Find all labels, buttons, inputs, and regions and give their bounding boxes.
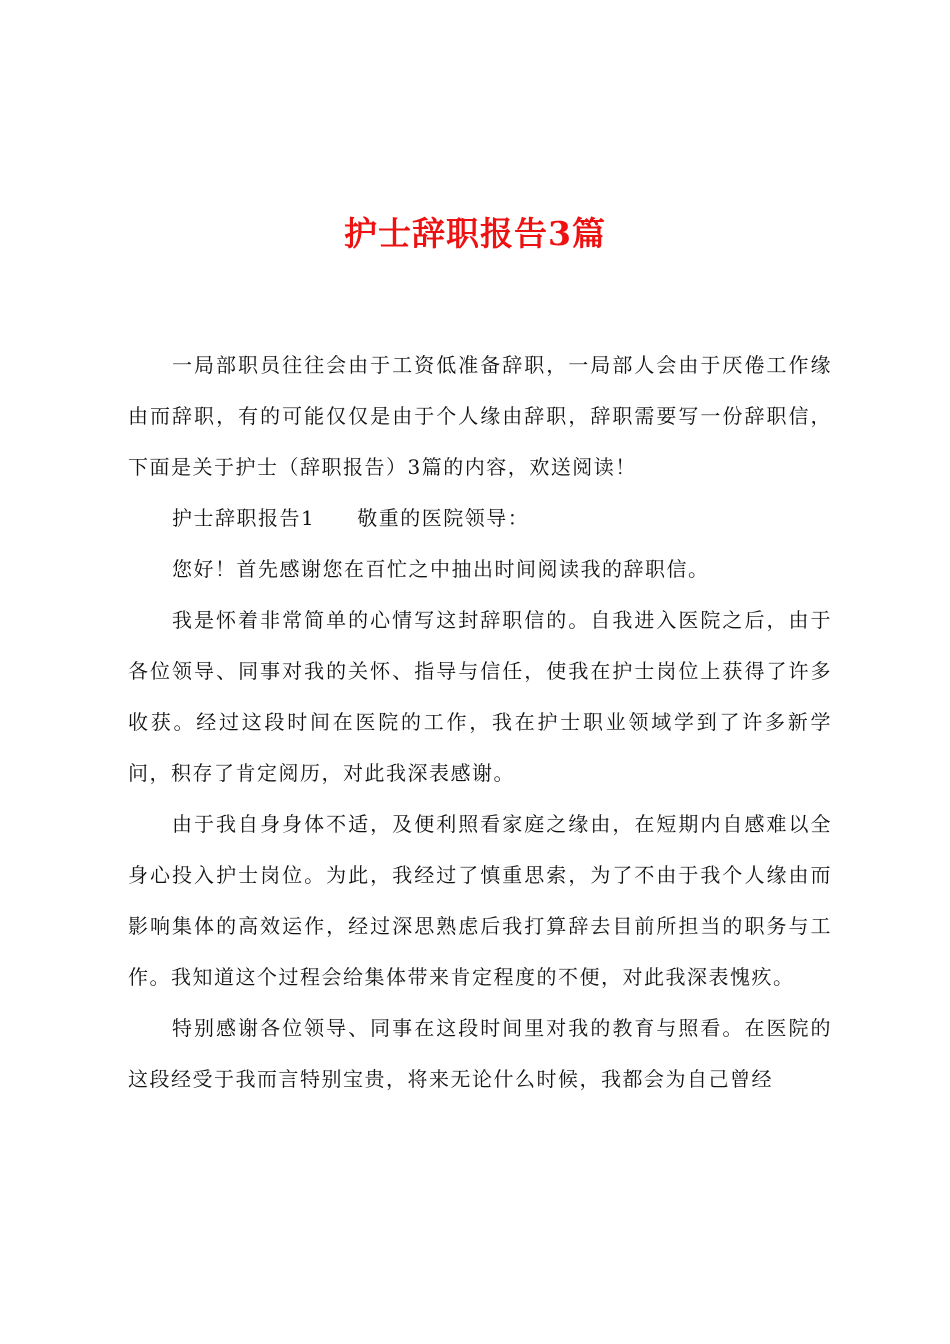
body-paragraph: 由于我自身身体不适，及便利照看家庭之缘由，在短期内自感难以全身心投入护士岗位。为此，我经过了慎重思索，为了不由于我个人缘由而影响集体的高效运作，经过深思熟虑后我打算辞去目前所担当的职务与工作。我知道这个过程会给集体带来肯定程度的不便，对此我深表愧疚。 [128, 812, 832, 989]
body-paragraph: 特别感谢各位领导、同事在这段时间里对我的教育与照看。在医院的这段经受于我而言特别宝贵，将来无论什么时候，我都会为自己曾经 [128, 1016, 832, 1091]
intro-paragraph: 一局部职员往往会由于工资低准备辞职，一局部人会由于厌倦工作缘由而辞职，有的可能仅仅是由于个人缘由辞职，辞职需要写一份辞职信，下面是关于护士（辞职报告）3篇的内容，欢送阅读！ [128, 353, 832, 479]
letter-salutation: 敬重的医院领导： [357, 506, 530, 530]
letter-heading: 护士辞职报告1 [172, 506, 316, 530]
body-paragraph: 我是怀着非常简单的心情写这封辞职信的。自我进入医院之后，由于各位领导、同事对我的关怀、指导与信任，使我在护士岗位上获得了许多收获。经过这段时间在医院的工作，我在护士职业领域学到了许多新学问，积存了肯定阅历，对此我深表感谢。 [128, 608, 832, 785]
document-body [128, 340, 832, 1105]
letter-heading-line [128, 493, 832, 544]
document-title: 护士辞职报告3篇 [344, 214, 606, 253]
body-paragraph: 您好！首先感谢您在百忙之中抽出时间阅读我的辞职信。 [172, 557, 710, 581]
